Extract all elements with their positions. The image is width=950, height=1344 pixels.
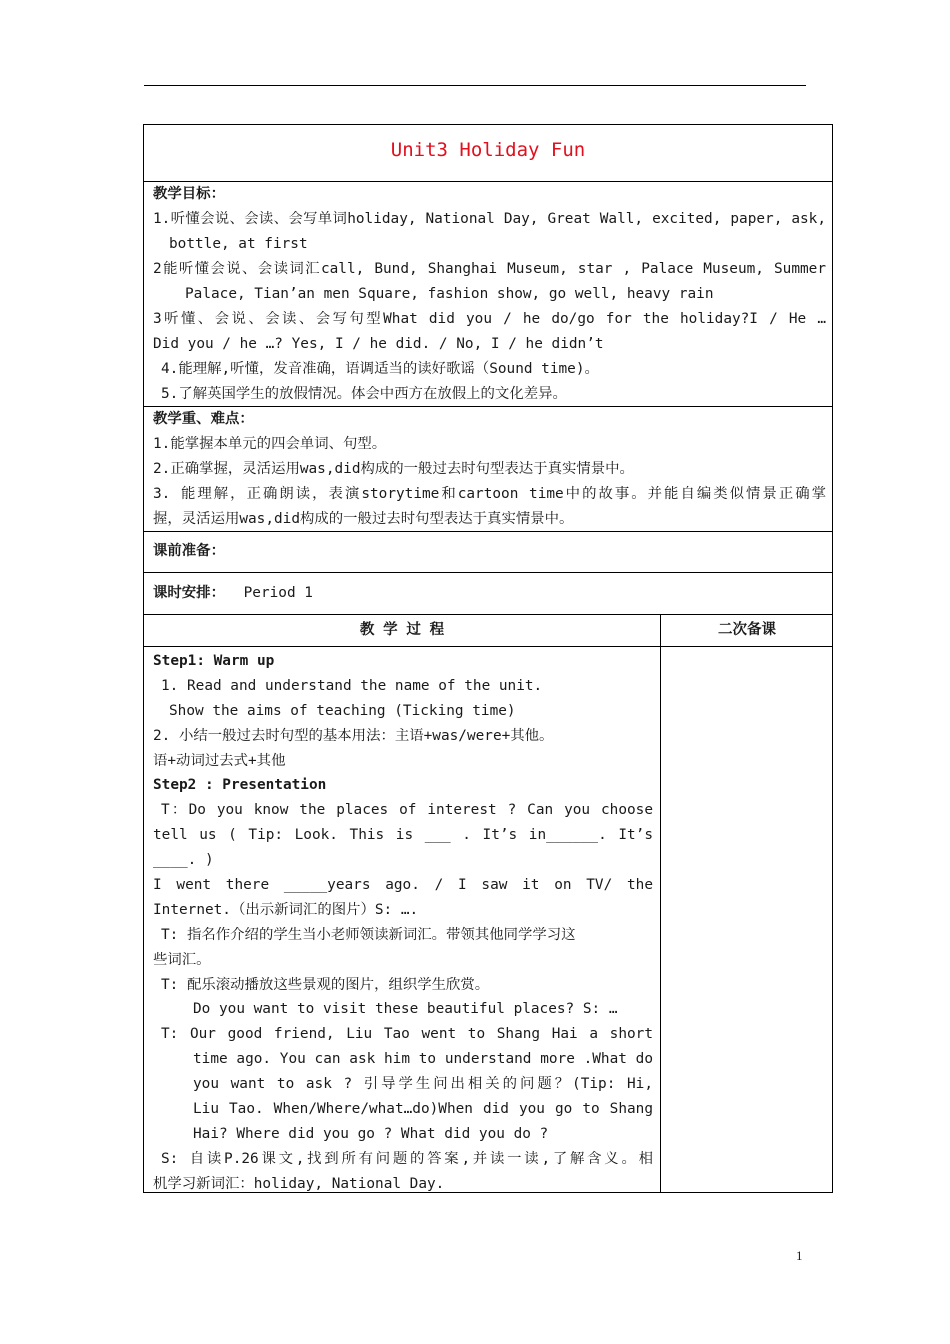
objective-line: Palace, Tian’an men Square, fashion show, go well, heavy rain — [185, 286, 714, 302]
objectives-section — [153, 182, 826, 407]
process-line: T：Do you know the places of interest ? Can you choose — [161, 802, 653, 819]
process-line: 些词汇。 — [153, 951, 211, 968]
page-number: 1 — [796, 1248, 803, 1263]
preparation-section — [153, 539, 826, 564]
schedule-value: Period 1 — [243, 585, 313, 601]
objectives-heading: 教学目标： — [153, 186, 225, 202]
process-line: Liu Tao. When/Where/what…do)When did you go to Shang — [193, 1101, 653, 1118]
key-point-line: 3. 能理解，正确朗读，表演storytime和cartoon time中的故事。并能自编类似情景正确掌 — [153, 486, 826, 502]
process-line: 2. 小结一般过去时句型的基本用法：主语+was/were+其他。 — [153, 727, 554, 744]
process-header: 教 学 过 程 — [359, 622, 445, 638]
unit-title: Unit3 Holiday Fun — [390, 139, 586, 161]
preparation-heading: 课前准备： — [153, 543, 225, 559]
process-line: Step1: Warm up — [153, 653, 275, 669]
key-points-section — [153, 407, 826, 532]
process-line: tell us ( Tip: Look. This is ___ . It’s in______. It’s — [153, 827, 653, 844]
schedule-heading: 课时安排： — [153, 585, 225, 601]
key-point-line: 2.正确掌握，灵活运用was,did构成的一般过去时句型表达于真实情景中。 — [153, 461, 634, 477]
process-line: I went there _____years ago. / I saw it on TV/ the — [153, 877, 653, 894]
process-line: 机学习新词汇：holiday, National Day. — [153, 1175, 445, 1192]
objective-line: 5.了解英国学生的放假情况。体会中西方在放假上的文化差异。 — [161, 386, 567, 402]
process-line: 语+动词过去式+其他 — [153, 752, 286, 769]
process-line: Do you want to visit these beautiful places? S: … — [193, 1001, 618, 1018]
objective-line: 4.能理解,听懂，发音准确，语调适当的读好歌谣（Sound time)。 — [161, 361, 599, 377]
key-points-heading: 教学重、难点： — [153, 411, 254, 427]
process-line: time ago. You can ask him to understand more .What do — [193, 1051, 653, 1068]
process-line: Hai? Where did you go ? What did you do ? — [193, 1125, 549, 1142]
process-line: ____. ) — [153, 852, 214, 869]
process-line: T: Our good friend, Liu Tao went to Shang Hai a short — [161, 1026, 653, 1043]
header-rule — [144, 85, 806, 86]
process-line: you want to ask ? 引导学生问出相关的问题？(Tip: Hi, — [193, 1076, 653, 1093]
notes-header: 二次备课 — [718, 622, 776, 638]
row-divider — [144, 646, 832, 647]
objective-line: 1.听懂会说、会读、会写单词holiday, National Day, Great Wall, excited, paper, ask, — [153, 211, 826, 227]
objective-line: bottle, at first — [169, 236, 308, 252]
process-line: Step2 : Presentation — [153, 777, 327, 794]
key-point-line: 握，灵活运用was,did构成的一般过去时句型表达于真实情景中。 — [153, 511, 574, 527]
lesson-plan-table — [143, 124, 833, 1193]
row-divider — [144, 614, 832, 615]
objective-line: 3听懂、会说、会读、会写句型What did you / he do/go for the holiday?I / He … — [153, 311, 826, 327]
schedule-section — [153, 581, 826, 606]
column-divider — [660, 615, 661, 1193]
process-line: Show the aims of teaching (Ticking time) — [169, 702, 516, 719]
process-line: 1. Read and understand the name of the unit. — [161, 677, 543, 694]
key-point-line: 1.能掌握本单元的四会单词、句型。 — [153, 436, 387, 452]
objective-line: Did you / he …? Yes, I / he did. / No, I / he didn’t — [153, 336, 604, 352]
process-line: T: 指名作介绍的学生当小老师领读新词汇。带领其他同学学习这 — [161, 926, 576, 943]
process-line: S: 自读P.26课文,找到所有问题的答案,并读一读,了解含义。相 — [161, 1150, 653, 1167]
process-line: Internet.（出示新词汇的图片）S: …. — [153, 901, 419, 918]
process-line: T: 配乐滚动播放这些景观的图片，组织学生欣赏。 — [161, 976, 490, 993]
row-divider — [144, 572, 832, 573]
objective-line: 2能听懂会说、会读词汇call, Bund, Shanghai Museum, star , Palace Museum, Summer — [153, 261, 826, 277]
teaching-process — [153, 649, 653, 1197]
row-divider — [144, 531, 832, 532]
